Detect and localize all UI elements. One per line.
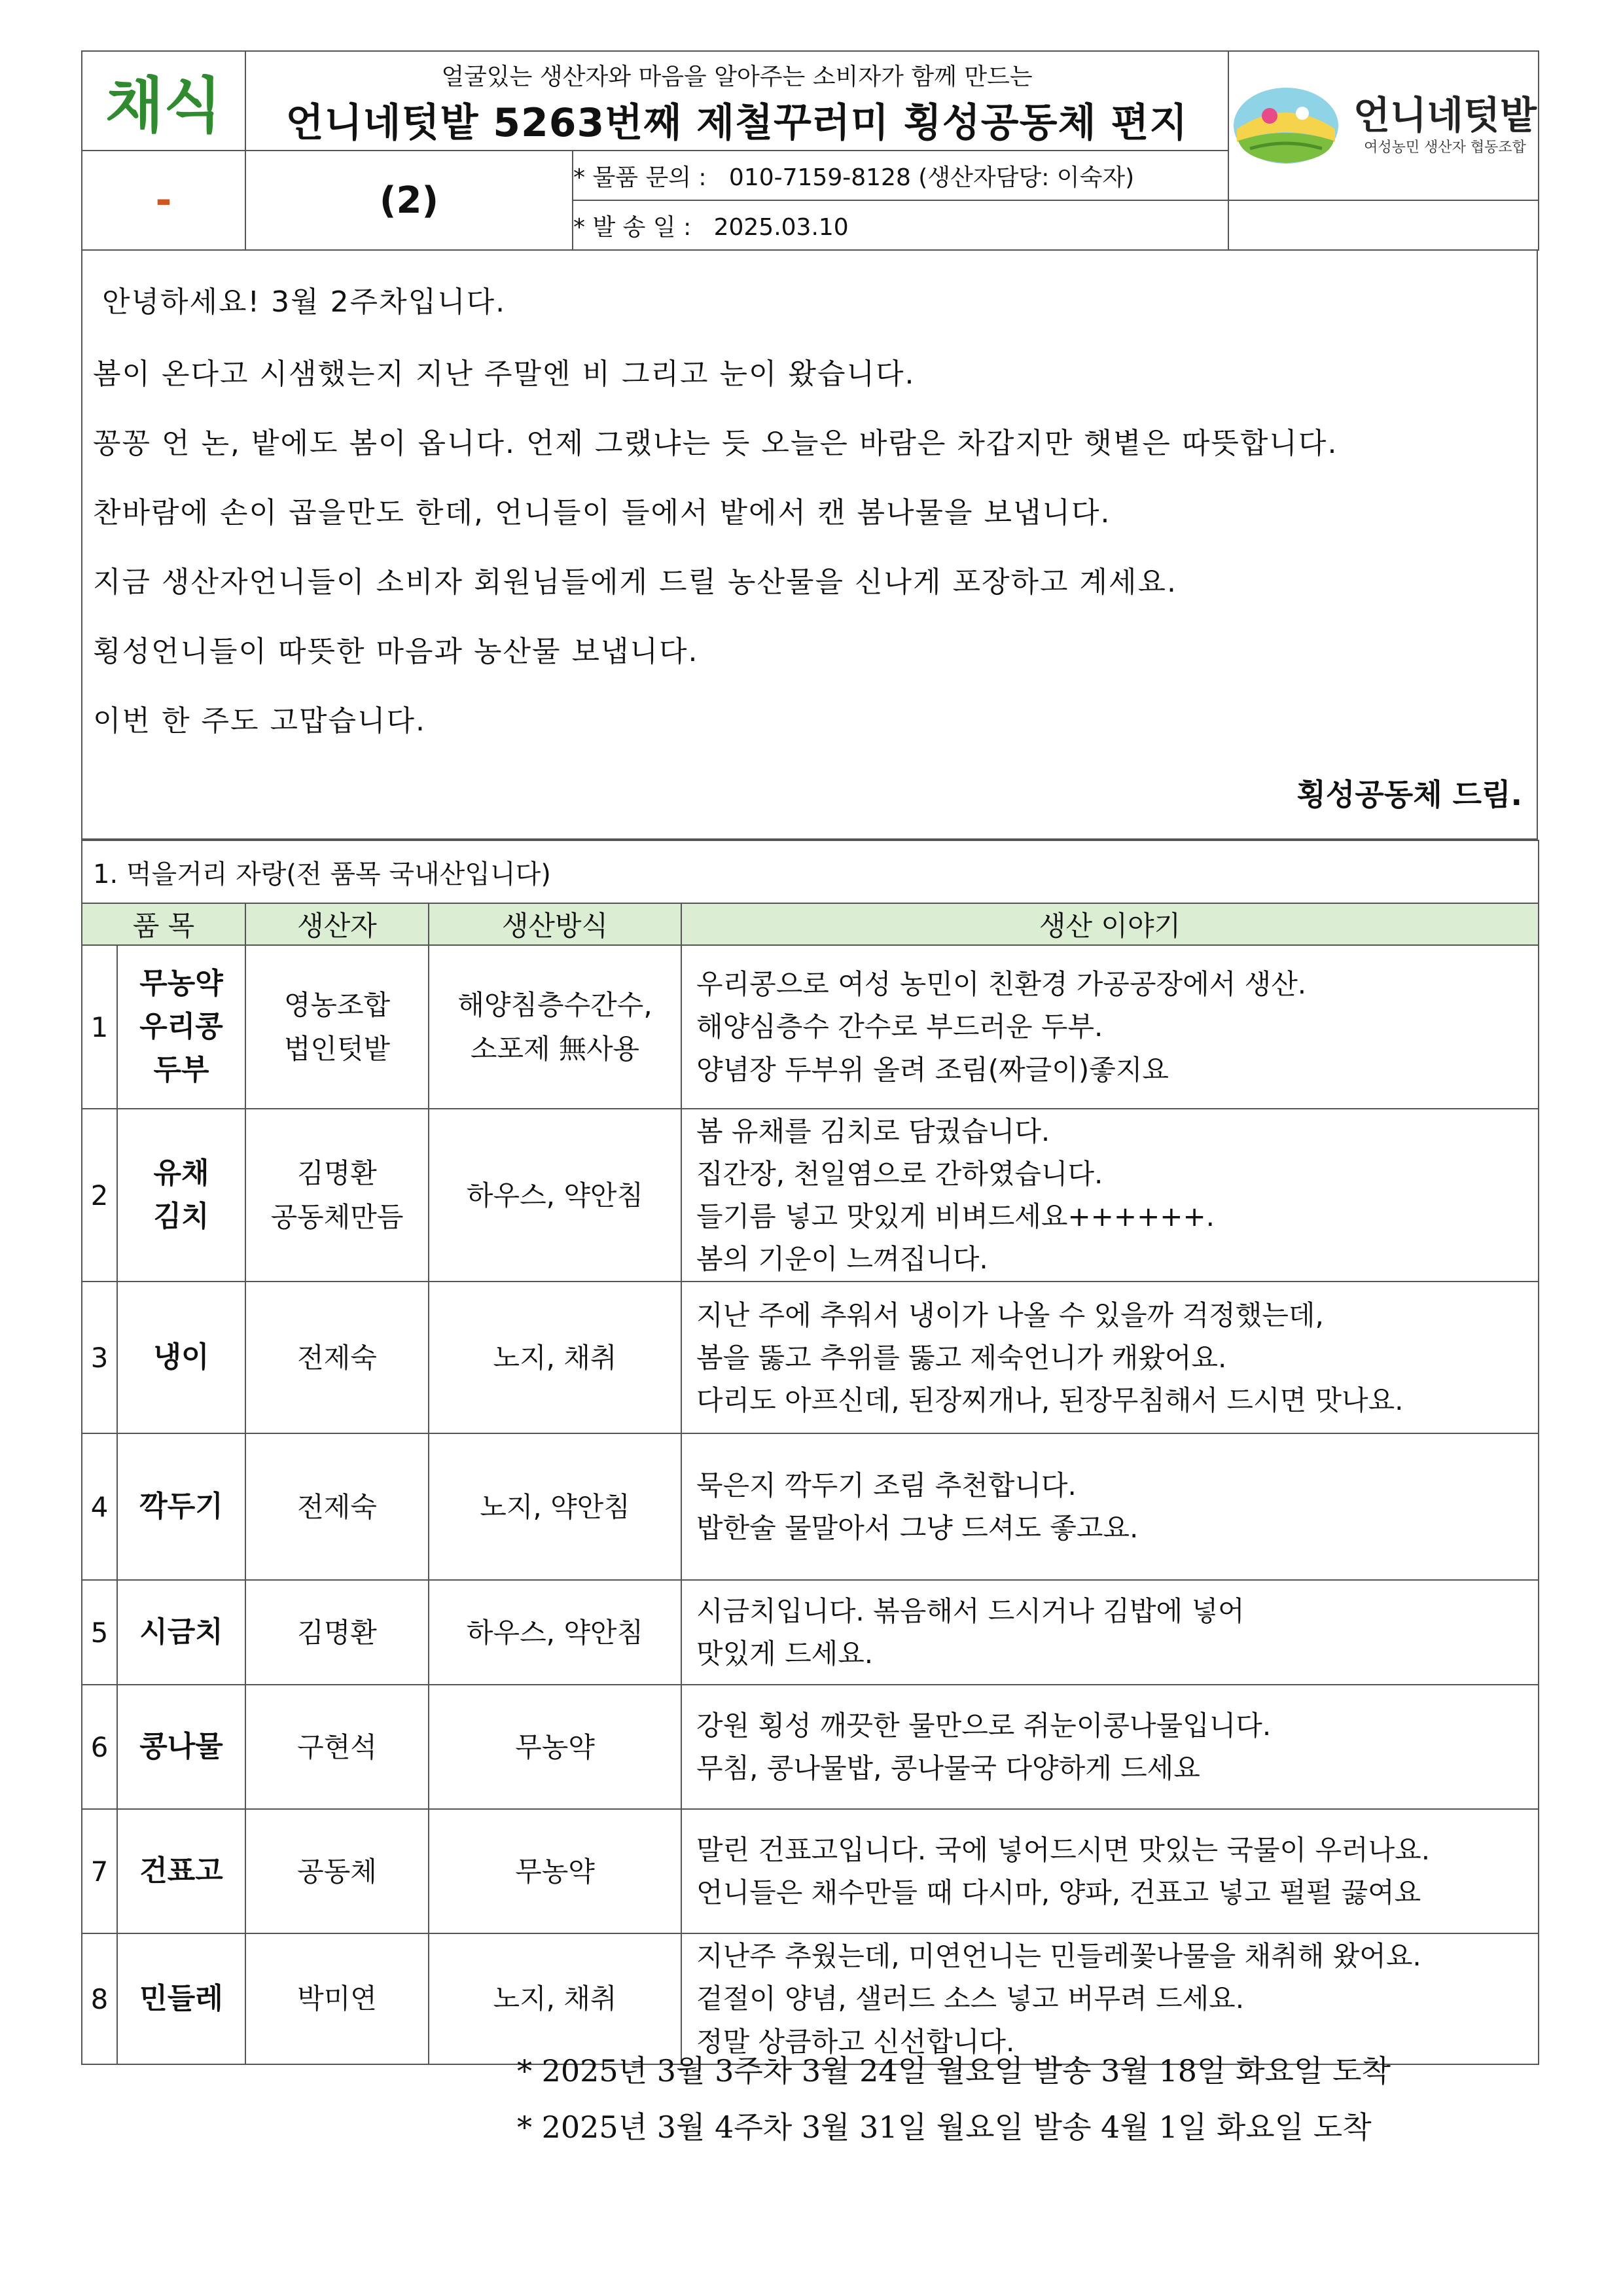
title-cell xyxy=(245,51,1228,151)
producer-line: 공동체 xyxy=(297,1855,377,1888)
row-number: 3 xyxy=(82,1282,117,1433)
story-line: 봄 유채를 김치로 담궜습니다. xyxy=(696,1115,1050,1147)
method-line: 노지, 채취 xyxy=(493,1982,617,2015)
dash-label: - xyxy=(82,151,245,250)
table-row xyxy=(82,1580,1539,1685)
letter-line: 횡성언니들이 따뜻한 마음과 농산물 보냅니다. xyxy=(93,635,699,668)
method xyxy=(429,1933,681,2064)
story-line: 묵은지 깍두기 조림 추천합니다. xyxy=(696,1469,1077,1502)
story-line: 겉절이 양념, 샐러드 소스 넣고 버무려 드세요. xyxy=(696,1982,1245,2015)
producer-line: 전제숙 xyxy=(297,1341,377,1374)
logo xyxy=(1229,83,1538,168)
story xyxy=(681,1580,1539,1685)
letter-line: 안녕하세요! 3월 2주차입니다. xyxy=(102,285,507,319)
method xyxy=(429,1433,681,1580)
header-table xyxy=(81,50,1539,251)
method-line: 무농약 xyxy=(515,1731,595,1763)
story-line: 강원 횡성 깨끗한 물만으로 쥐눈이콩나물입니다. xyxy=(696,1710,1272,1742)
row-number: 7 xyxy=(82,1809,117,1933)
item-name-line: 무농약 xyxy=(139,967,223,1000)
item-name-line: 두부 xyxy=(153,1053,209,1086)
story-line: 봄을 뚫고 추위를 뚫고 제숙언니가 캐왔어요. xyxy=(696,1341,1227,1374)
items-table xyxy=(81,840,1539,2065)
producer xyxy=(245,945,429,1109)
inquiry-row xyxy=(573,151,1228,200)
producer-line: 전제숙 xyxy=(297,1490,377,1523)
row-number: 8 xyxy=(82,1933,117,2064)
method xyxy=(429,1109,681,1282)
item-name-line: 김치 xyxy=(153,1200,209,1234)
category-label: 채식 xyxy=(82,51,245,151)
item-name xyxy=(117,1433,245,1580)
logo-subtext: 여성농민 생산자 협동조합 xyxy=(1364,139,1526,156)
letter-number: (2) xyxy=(245,151,573,250)
col-header-item: 품 목 xyxy=(82,903,245,945)
producer xyxy=(245,1433,429,1580)
story xyxy=(681,945,1539,1109)
producer-line: 영농조합 xyxy=(283,988,391,1021)
story-line: 양념장 두부위 올려 조림(짜글이)좋지요 xyxy=(696,1053,1169,1086)
table-row xyxy=(82,1282,1539,1433)
method-line: 노지, 약안침 xyxy=(480,1490,630,1523)
method xyxy=(429,1580,681,1685)
table-row xyxy=(82,1433,1539,1580)
item-name-line: 냉이 xyxy=(153,1340,209,1374)
row-number: 6 xyxy=(82,1685,117,1809)
item-name-line: 콩나물 xyxy=(139,1730,223,1764)
story xyxy=(681,1809,1539,1933)
item-name xyxy=(117,1109,245,1282)
producer xyxy=(245,1685,429,1809)
subtitle: 얼굴있는 생산자와 마음을 알아주는 소비자가 함께 만드는 xyxy=(441,63,1033,90)
producer-line: 구현석 xyxy=(297,1731,377,1763)
story-line: 언니들은 채수만들 때 다시마, 양파, 건표고 넣고 펄펄 끓여요 xyxy=(696,1876,1421,1909)
method xyxy=(429,1685,681,1809)
method-line: 하우스, 약안침 xyxy=(466,1179,644,1211)
item-name xyxy=(117,1933,245,2064)
letter-line: 찬바람에 손이 곱을만도 한데, 언니들이 들에서 밭에서 캔 봄나물을 보냅니다. xyxy=(93,496,1111,529)
table-row xyxy=(82,1809,1539,1933)
shipping-note: * 2025년 3월 3주차 3월 24일 월요일 발송 3월 18일 화요일 도착 xyxy=(517,2053,1391,2089)
item-name-line: 유채 xyxy=(153,1157,209,1191)
row-number: 2 xyxy=(82,1109,117,1282)
inquiry-label: * 물품 문의 : xyxy=(573,164,707,191)
section-title: 1. 먹을거리 자랑(전 품목 국내산입니다) xyxy=(82,840,1539,903)
ship-date-value: 2025.03.10 xyxy=(713,213,849,241)
item-name xyxy=(117,1282,245,1433)
method xyxy=(429,1809,681,1933)
method-line: 하우스, 약안침 xyxy=(466,1616,644,1649)
story-line: 우리콩으로 여성 농민이 친환경 가공공장에서 생산. xyxy=(696,968,1307,1001)
col-header-story: 생산 이야기 xyxy=(681,903,1539,945)
producer xyxy=(245,1580,429,1685)
producer xyxy=(245,1282,429,1433)
method-line: 소포제 無사용 xyxy=(470,1033,640,1065)
method-line: 해양침층수간수, xyxy=(457,988,652,1021)
item-name-line: 우리콩 xyxy=(139,1010,223,1043)
producer xyxy=(245,1809,429,1933)
logo-emblem-icon xyxy=(1230,83,1342,168)
story-line: 들기름 넣고 맛있게 비벼드세요++++++. xyxy=(696,1200,1215,1233)
logo-cell-bottom xyxy=(1228,200,1539,250)
item-name-line: 민들레 xyxy=(139,1982,223,2016)
producer-line: 박미연 xyxy=(297,1982,377,2015)
producer-line: 김명환 xyxy=(297,1157,377,1189)
letter-page xyxy=(81,50,1538,2065)
story xyxy=(681,1109,1539,1282)
method xyxy=(429,945,681,1109)
story-line: 집간장, 천일염으로 간하였습니다. xyxy=(696,1158,1103,1191)
story-line: 맛있게 드세요. xyxy=(696,1638,874,1670)
story-line: 밥한술 물말아서 그냥 드셔도 좋고요. xyxy=(696,1512,1139,1545)
letter-line: 지금 생산자언니들이 소비자 회원님들에게 드릴 농산물을 신나게 포장하고 계세요. xyxy=(93,565,1178,599)
story xyxy=(681,1933,1539,2064)
story-line: 시금치입니다. 볶음해서 드시거나 김밥에 넣어 xyxy=(696,1595,1245,1628)
logo-cell xyxy=(1228,51,1539,200)
ship-date-label: * 발 송 일 : xyxy=(573,213,692,241)
story xyxy=(681,1433,1539,1580)
table-row xyxy=(82,1685,1539,1809)
inquiry-value: 010-7159-8128 (생산자담당: 이숙자) xyxy=(728,164,1135,191)
item-name xyxy=(117,945,245,1109)
row-number: 4 xyxy=(82,1433,117,1580)
method-line: 무농약 xyxy=(515,1855,595,1888)
story-line: 다리도 아프신데, 된장찌개나, 된장무침해서 드시면 맛나요. xyxy=(696,1384,1404,1416)
item-name-line: 건표고 xyxy=(139,1854,223,1888)
ship-date-row xyxy=(573,200,1228,250)
story-line: 지난주 추웠는데, 미연언니는 민들레꽃나물을 채취해 왔어요. xyxy=(696,1940,1421,1973)
shipping-note: * 2025년 3월 4주차 3월 31일 월요일 발송 4월 1일 화요일 도착 xyxy=(517,2109,1372,2145)
item-name-line: 시금치 xyxy=(139,1615,223,1649)
producer-line: 김명환 xyxy=(297,1616,377,1649)
item-name xyxy=(117,1685,245,1809)
item-name-line: 깍두기 xyxy=(139,1490,223,1524)
row-number: 1 xyxy=(82,945,117,1109)
story-line: 말린 건표고입니다. 국에 넣어드시면 맛있는 국물이 우러나요. xyxy=(696,1834,1431,1867)
col-header-method: 생산방식 xyxy=(429,903,681,945)
table-row xyxy=(82,945,1539,1109)
story xyxy=(681,1282,1539,1433)
producer-line: 법인텃밭 xyxy=(283,1033,391,1065)
page-title: 언니네텃밭 5263번째 제철꾸러미 횡성공동체 편지 xyxy=(285,99,1188,146)
story xyxy=(681,1685,1539,1809)
letter-line: 이번 한 주도 고맙습니다. xyxy=(93,704,426,738)
logo-name: 언니네텃밭 xyxy=(1353,92,1537,137)
story-line: 봄의 기운이 느껴집니다. xyxy=(696,1243,988,1276)
producer-line: 공동체만듬 xyxy=(270,1201,404,1234)
item-name xyxy=(117,1580,245,1685)
letter-line: 봄이 온다고 시샘했는지 지난 주말엔 비 그리고 눈이 왔습니다. xyxy=(93,357,916,391)
item-name xyxy=(117,1809,245,1933)
method xyxy=(429,1282,681,1433)
producer xyxy=(245,1109,429,1282)
letter-body xyxy=(81,251,1538,840)
story-line: 해양심층수 간수로 부드러운 두부. xyxy=(696,1011,1103,1043)
story-line: 지난 주에 추워서 냉이가 나올 수 있을까 걱정했는데, xyxy=(696,1299,1324,1331)
signature: 횡성공동체 드림. xyxy=(1296,777,1522,812)
letter-line: 꽁꽁 언 논, 밭에도 봄이 옵니다. 언제 그랬냐는 듯 오늘은 바람은 차갑지만 햇볕은 따뜻합니다. xyxy=(93,427,1338,460)
story-line: 무침, 콩나물밥, 콩나물국 다양하게 드세요 xyxy=(696,1752,1200,1785)
producer xyxy=(245,1933,429,2064)
story-line: 정말 상큼하고 신선합니다. xyxy=(696,2025,1015,2058)
table-row xyxy=(82,1109,1539,1282)
table-row xyxy=(82,1933,1539,2064)
method-line: 노지, 채취 xyxy=(493,1341,617,1374)
row-number: 5 xyxy=(82,1580,117,1685)
col-header-producer: 생산자 xyxy=(245,903,429,945)
